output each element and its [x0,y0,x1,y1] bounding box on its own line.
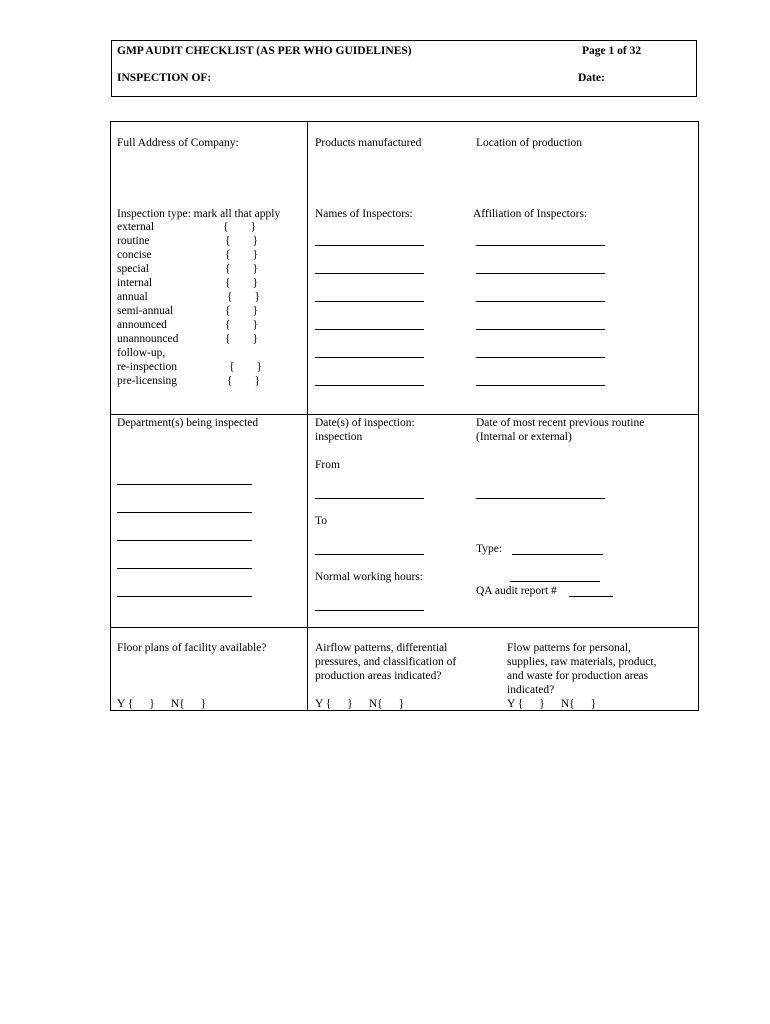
flow-yes-checkbox[interactable]: Y { } [507,698,545,710]
checkbox-re-inspection[interactable]: { } [229,361,263,373]
inspection-dates-label: Date(s) of inspection: [315,417,415,429]
to-date-field[interactable] [315,554,424,555]
floor-plans-label: Floor plans of facility available? [117,642,267,654]
inspection-dates-label-cont: inspection [315,431,363,443]
date-label: Date: [578,72,605,84]
previous-routine-label: Date of most recent previous routine [476,417,645,429]
checkbox-routine[interactable]: { } [225,235,259,247]
floor-plans-yes-checkbox[interactable]: Y { } [117,698,155,710]
floor-plans-answer [117,697,206,711]
from-label: From [315,459,340,471]
inspection-type-pre-licensing: pre-licensing [117,375,178,387]
address-label: Full Address of Company: [117,137,239,149]
inspector-affiliation-field[interactable] [476,329,605,330]
flow-label-line3: and waste for production areas [507,670,649,682]
flow-answer [507,697,596,711]
flow-label-line2: supplies, raw materials, product, [507,656,657,668]
flow-label-line1: Flow patterns for personal, [507,642,631,654]
inspection-type-label: Inspection type: mark all that apply [117,208,281,220]
checkbox-internal[interactable]: { } [225,277,259,289]
checkbox-special[interactable]: { } [225,263,259,275]
inspection-type-concise: concise [117,249,152,261]
qa-report-extra-field[interactable] [510,581,600,582]
department-field[interactable] [117,484,252,485]
airflow-label-line3: production areas indicated? [315,670,442,682]
checkbox-external[interactable]: { } [223,221,257,233]
inspection-type-internal: internal [117,277,153,289]
checkbox-unannounced[interactable]: { } [225,333,259,345]
inspection-type-special: special [117,263,149,275]
inspector-name-field[interactable] [315,273,424,274]
location-label: Location of production [476,137,583,149]
airflow-no-checkbox[interactable]: N{ } [368,698,405,710]
department-field[interactable] [117,596,252,597]
previous-routine-date-field[interactable] [476,498,605,499]
qa-report-field[interactable] [569,596,613,597]
inspection-of-label: INSPECTION OF: [117,72,212,84]
inspector-name-field[interactable] [315,329,424,330]
inspection-type-external: external [117,221,155,233]
airflow-label-line2: pressures, and classification of [315,656,457,668]
inspection-type-follow-up: follow-up, [117,347,166,359]
row-divider-2 [110,627,699,628]
flow-no-checkbox[interactable]: N{ } [560,698,597,710]
inspector-name-field[interactable] [315,385,424,386]
products-label: Products manufactured [315,137,422,149]
inspector-name-field[interactable] [315,245,424,246]
checkbox-semi-annual[interactable]: { } [225,305,259,317]
inspectors-label: Names of Inspectors: [315,208,413,220]
inspector-affiliation-field[interactable] [476,385,605,386]
floor-plans-no-checkbox[interactable]: N{ } [170,698,207,710]
inspector-affiliation-field[interactable] [476,357,605,358]
inspection-type-semi-annual: semi-annual [117,305,174,317]
department-field[interactable] [117,512,252,513]
inspector-name-field[interactable] [315,301,424,302]
qa-report-label: QA audit report # [476,585,557,597]
affiliation-label: Affiliation of Inspectors: [473,208,588,220]
previous-routine-label-cont: (Internal or external) [476,431,572,443]
working-hours-label: Normal working hours: [315,571,423,583]
inspector-affiliation-field[interactable] [476,301,605,302]
flow-label-line4: indicated? [507,684,555,696]
type-field[interactable] [512,554,603,555]
departments-label: Department(s) being inspected [117,417,259,429]
inspector-affiliation-field[interactable] [476,245,605,246]
department-field[interactable] [117,568,252,569]
from-date-field[interactable] [315,498,424,499]
to-label: To [315,515,327,527]
inspection-type-unannounced: unannounced [117,333,179,345]
checkbox-annual[interactable]: { } [227,291,261,303]
airflow-label-line1: Airflow patterns, differential [315,642,448,654]
row-divider-1 [110,414,699,415]
inspector-name-field[interactable] [315,357,424,358]
page-title: GMP AUDIT CHECKLIST (AS PER WHO GUIDELINES) [117,45,412,57]
inspection-type-annual: annual [117,291,148,303]
working-hours-field[interactable] [315,610,424,611]
airflow-answer [315,697,404,711]
page-number: Page 1 of 32 [582,45,642,57]
checkbox-announced[interactable]: { } [225,319,259,331]
inspector-affiliation-field[interactable] [476,273,605,274]
type-label: Type: [476,543,503,555]
checkbox-concise[interactable]: { } [225,249,259,261]
inspection-type-announced: announced [117,319,167,331]
airflow-yes-checkbox[interactable]: Y { } [315,698,353,710]
checkbox-pre-licensing[interactable]: { } [227,375,261,387]
department-field[interactable] [117,540,252,541]
inspection-type-routine: routine [117,235,150,247]
column-divider [307,121,308,711]
inspection-type-re-inspection: re-inspection [117,361,178,373]
